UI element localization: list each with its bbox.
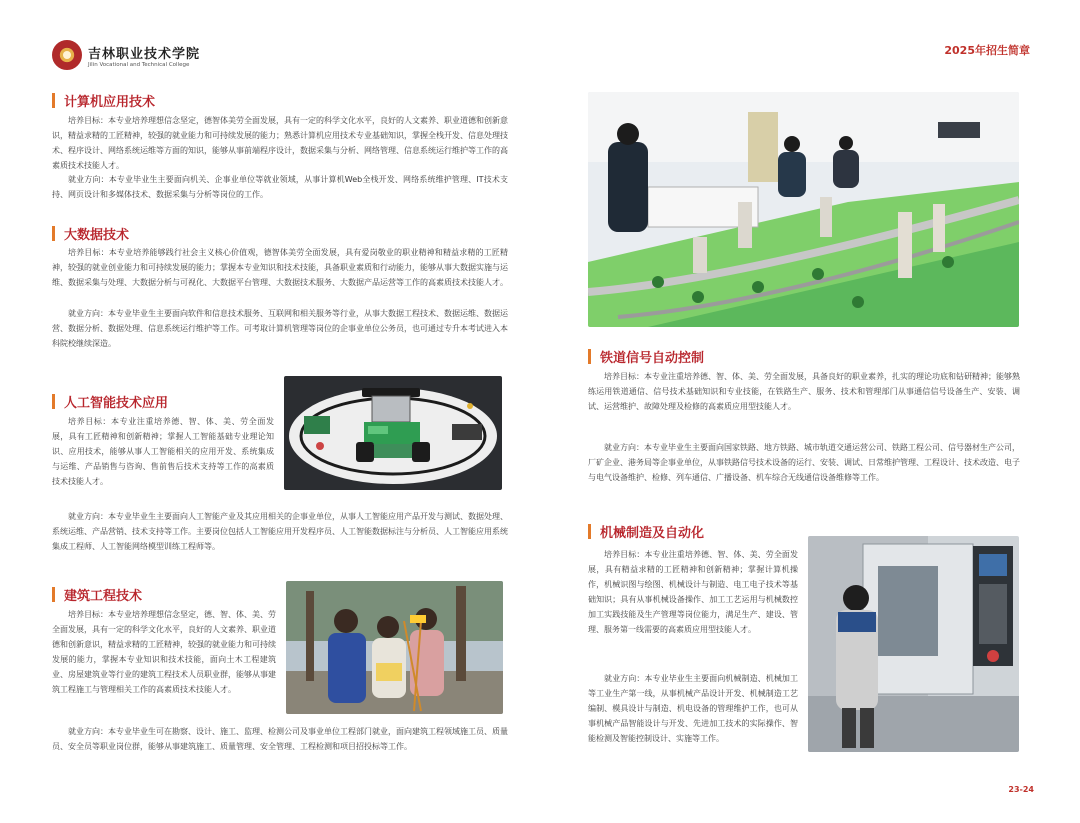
- computer-career: 就业方向：本专业毕业生主要面向机关、企事业单位等就业领域，从事计算机Web全栈开发、网络系统维护管理、IT技术支持、网页设计和多媒体技术、数据采集与分析等岗位的工作。: [52, 175, 508, 199]
- construction-career: 就业方向：本专业毕业生可在勘察、设计、施工、监理、检测公司及事业单位工程部门就业，面向建筑工程领域施工员、质量员、安全员等职业岗位群，能够从事建筑施工、质量管理、安全管理、工程检测和项目招投标等工作。: [52, 727, 508, 751]
- construction-goal: 培养目标：本专业培养理想信念坚定，德、智、体、美、劳全面发展，具有一定的科学文化水平，良好的人文素养、职业道德和创新意识，精益求精的工匠精神，较强的就业能力和可持续发展的能力，掌握本专业知识和技术技能，面向土木工程建筑业、房屋建筑业等行业的建筑工程技术人员职业群，能够从事建筑工程施工与管理相关工作的高素质技术技能人才。: [52, 610, 276, 694]
- mechanical-career: 就业方向：本专业毕业生主要面向机械制造、机械加工等工业生产第一线，从事机械产品设计开发、机械制造工艺编制、模具设计与制造、机电设备的管理维护工作，也可从事机械产品智能设计与开发、先进加工技术的实际操作、智能检测及智能控制设计、实施等工作。: [588, 674, 798, 743]
- college-name-cn: 吉林职业技术学院: [88, 46, 201, 62]
- ai-robot-car-photo: [284, 376, 502, 490]
- section-title-mechanical: 机械制造及自动化: [588, 522, 704, 541]
- title-accent-bar: [52, 226, 55, 241]
- page-number: 23-24: [1008, 785, 1034, 794]
- mechanical-goal: 培养目标：本专业注重培养德、智、体、美、劳全面发展，具有精益求精的工匠精神和创新精神；掌握计算机操作，机械识图与绘图、机械设计与制造、电工电子技术等基础知识；具有从事机械设备操作、加工工艺运用与机械数控加工实践技能及生产管理等岗位能力，满足生产、建设、管理、服务第一线需要的高素质应用型技能人才。: [588, 550, 798, 634]
- section-title-railway: 铁道信号自动控制: [588, 347, 704, 366]
- section-title-computer: 计算机应用技术: [52, 91, 155, 110]
- college-logo: [52, 40, 200, 70]
- section-title-construction: 建筑工程技术: [52, 585, 142, 604]
- section-title-bigdata: 大数据技术: [52, 224, 129, 243]
- construction-survey-photo: [286, 581, 503, 714]
- college-name-en: Jilin Vocational and Technical College: [88, 61, 190, 68]
- bigdata-career: 就业方向：本专业毕业生主要面向软件和信息技术服务、互联网和相关服务等行业，从事大数据工程技术、数据运维、数据运营、数据分析、数据处理、信息系统运行维护等工作。可考取计算机管理等岗位的企事业单位公务员，也可通过专升本考试进入本科院校继续深造。: [52, 309, 508, 348]
- title-accent-bar: [588, 524, 591, 539]
- railway-model-photo: [588, 92, 1019, 327]
- mechanical-cnc-photo: [808, 536, 1019, 752]
- title-accent-bar: [52, 394, 55, 409]
- railway-career: 就业方向：本专业毕业生主要面向国家铁路、地方铁路、城市轨道交通运营公司、铁路工程公司、信号器材生产公司，厂矿企业、港务局等企事业单位，从事铁路信号技术设备的运行、安装、调试、日常维护管理、工程设计、技术改造、电子与电气设备维护、检修、列车通信、广播设备、机车综合无线通信设备维修等工作。: [588, 443, 1020, 482]
- bigdata-goal: 培养目标：本专业培养能够践行社会主义核心价值观，德智体美劳全面发展，具有爱岗敬业的职业精神和精益求精的工匠精神，较强的就业创业能力和可持续发展的能力；掌握本专业知识和技术技能，具备职业素质和行动能力，能够从事大数据实施与运维、数据采集与处理、大数据分析与可视化、大数据平台管理、大数据技术服务、大数据产品运营等工作的高素质技术技能人才。: [52, 248, 508, 287]
- title-accent-bar: [52, 587, 55, 602]
- ai-goal: 培养目标：本专业注重培养德、智、体、美、劳全面发展，具有工匠精神和创新精神；掌握人工智能基础专业理论知识、应用技术，能够从事人工智能相关的应用开发、系统集成与运维、产品销售与咨询、售前售后技术支持等工作的高素质技术技能人才。: [52, 417, 274, 486]
- section-title-ai: 人工智能技术应用: [52, 392, 168, 411]
- ai-career: 就业方向：本专业毕业生主要面向人工智能产业及其应用相关的企事业单位，从事人工智能应用产品开发与测试、数据处理、系统运维、产品营销、技术支持等工作。主要岗位包括人工智能应用开发程序员、人工智能数据标注与分析员、人工智能应用系统集成工程师、人工智能网络模型训练工程师等。: [52, 512, 508, 551]
- title-accent-bar: [52, 93, 55, 108]
- computer-goal: 培养目标：本专业培养理想信念坚定，德智体美劳全面发展，具有一定的科学文化水平，良好的人文素养、职业道德和创新意识，精益求精的工匠精神，较强的就业能力和可持续发展的能力；熟悉计算机应用技术专业基础知识，掌握全栈开发、信息处理技术、程序设计、网络系统运维等方面的知识，能够从事前端程序设计，数据采集与分析、网络管理、信息系统运行维护等工作的高素质技术技能人才。: [52, 116, 508, 170]
- college-seal-icon: [52, 40, 82, 70]
- brochure-title: 2025年招生简章: [944, 44, 1030, 57]
- railway-goal: 培养目标：本专业注重培养德、智、体、美、劳全面发展，具备良好的职业素养，扎实的理论功底和钻研精神；能够熟练运用铁道通信、信号技术基础知识和专业技能，在铁路生产、服务、技术和管理部门从事通信信号设备生产、安装、调试、运营维护、故障处理及检修的高素质应用型技能人才。: [588, 372, 1020, 411]
- title-accent-bar: [588, 349, 591, 364]
